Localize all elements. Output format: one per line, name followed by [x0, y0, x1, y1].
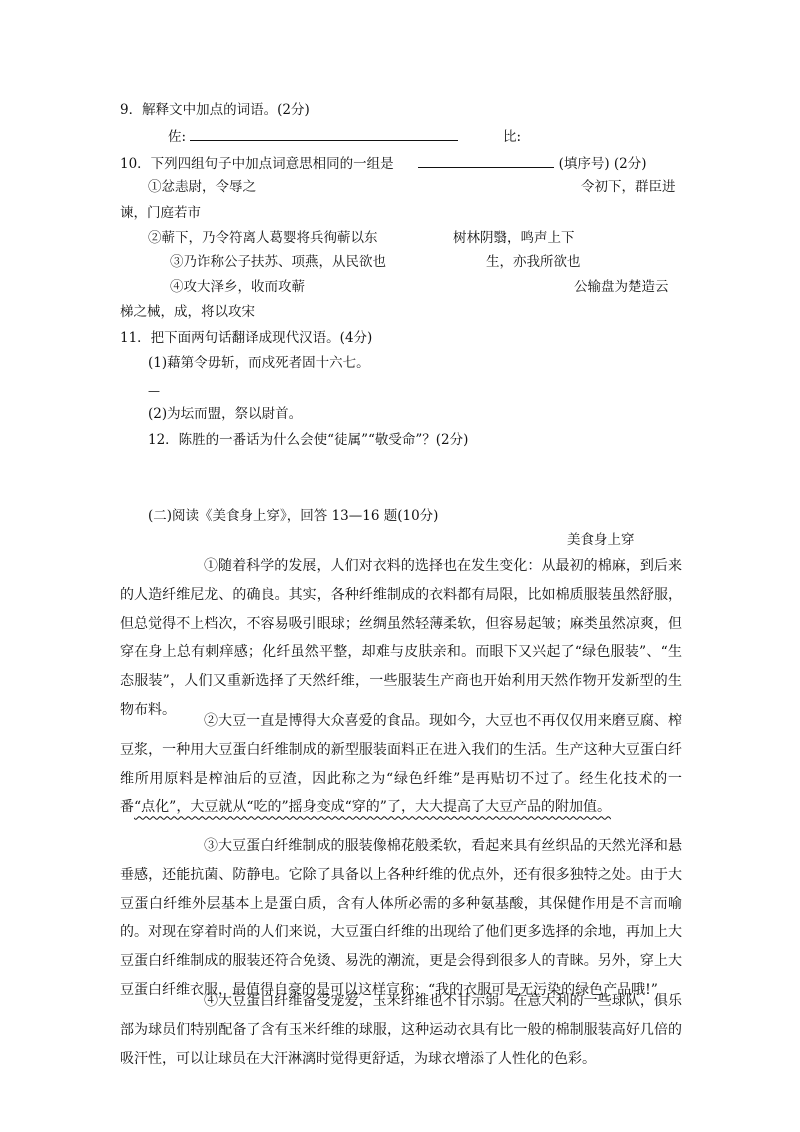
- q11-sentence1: (1)藉第令毋斩，而戍死者固十六七。: [148, 355, 370, 371]
- q10-stem: 10．下列四组句子中加点词意思相同的一组是: [120, 156, 394, 172]
- q9-answer-row: [168, 126, 521, 147]
- q11-sentence2: (2)为坛而盟，祭以尉首。: [148, 406, 303, 422]
- section2-heading: (二)阅读《美食身上穿》，回答 13—16 题(10分): [148, 508, 439, 524]
- q10-option2-right: 树林阴翳，鸣声上下: [453, 230, 575, 246]
- q10-option3-right: 生，亦我所欲也: [486, 254, 581, 270]
- article-paragraph-2: [120, 707, 682, 822]
- q11-stem: 11．把下面两句话翻译成现代汉语。(4分): [120, 330, 373, 346]
- q9-word-b: 比:: [502, 129, 522, 145]
- q10-option1-left: ①忿恚尉，令辱之: [148, 179, 256, 195]
- paragraph-2-underlined-sentence: “点化”，大豆就从“吃的”摇身变成“穿的”了，大大提高了大豆产品的附加值。: [134, 799, 611, 816]
- article-paragraph-4: ④大豆蛋白纤维备受宠爱，玉米纤维也不甘示弱。在意大利的一些球队，俱乐部为球员们特别配备了含有玉米纤维的球服，这种运动衣具有比一般的棉制服装高好几倍的吸汗性，可以让球员在大汗淋漓时觉得更舒适，为球衣增添了人性化的色彩。: [120, 993, 682, 1067]
- q10-option3-left: ③乃诈称公子扶苏、项燕，从民欲也: [170, 254, 386, 270]
- q10-option4-cont: 梯之械，成，将以攻宋: [120, 304, 255, 320]
- q10-blank[interactable]: [418, 153, 554, 168]
- q10-option4-left: ④攻大泽乡，收而攻蕲: [170, 279, 305, 295]
- q11-dash-mark: —: [148, 384, 160, 398]
- paragraph-2-text: ②大豆一直是博得大众喜爱的食品。现如今，大豆也不再仅仅用来磨豆腐、榨豆浆，一种用大豆蛋白纤维制成的新型服装面料正在进入我们的生活。生产这种大豆蛋白纤维所用原料是榨油后的豆渣，因此称之为“绿色纤维”是再贴切不过了。经生化技术的一番: [120, 713, 682, 816]
- q10-option1-cont: 谏，门庭若市: [120, 205, 201, 221]
- q10-option4-right: 公输盘为楚造云: [574, 279, 669, 295]
- q9-word-a: 佐:: [168, 129, 187, 145]
- article-title: 美食身上穿: [567, 532, 635, 548]
- q12-stem: 12．陈胜的一番话为什么会使“徒属”“敬受命”？(2分): [148, 432, 469, 448]
- article-paragraph-3: ③大豆蛋白纤维制成的服装像棉花般柔软，看起来具有丝织品的天然光泽和悬垂感，还能抗菌、防静电。它除了具备以上各种纤维的优点外，还有很多独特之处。由于大豆蛋白纤维外层基本上是蛋白质，含有人体所必需的多种氨基酸，其保健作用是不言而喻的。对现在穿着时尚的人们来说，大豆蛋白纤维的出现给了他们更多选择的余地，再加上大豆蛋白纤维制成的服装还符合免烫、易洗的潮流，更是会得到很多人的青睐。另外，穿上大豆蛋白纤维衣服，最值得自豪的是可以这样宣称：“我的衣服可是无污染的绿色产品哦!”: [120, 838, 682, 998]
- q10-suffix: (填序号) (2分): [558, 156, 647, 172]
- q9-stem: 9．解释文中加点的词语。(2分): [120, 102, 310, 118]
- q9-blank-a[interactable]: [190, 126, 458, 141]
- q10-option2-left: ②蕲下，乃令符离人葛婴将兵徇蕲以东: [148, 230, 378, 246]
- q10-stem-row: [120, 153, 647, 174]
- article-paragraph-1: ①随着科学的发展，人们对衣料的选择也在发生变化：从最初的棉麻，到后来的人造纤维尼龙、的确良。其实，各种纤维制成的衣料都有局限，比如棉质服装虽然舒服，但总觉得不上档次，不容易吸引眼球；丝绸虽然轻薄柔软，但容易起皱；麻类虽然凉爽，但穿在身上总有刺痒感；化纤虽然平整，却难与皮肤亲和。而眼下又兴起了“绿色服装”、“生态服装”，人们又重新选择了天然纤维，一些服装生产商也开始利用天然作物开发新型的生物布料。: [120, 558, 682, 718]
- q10-option1-right: 令初下，群臣进: [581, 179, 676, 195]
